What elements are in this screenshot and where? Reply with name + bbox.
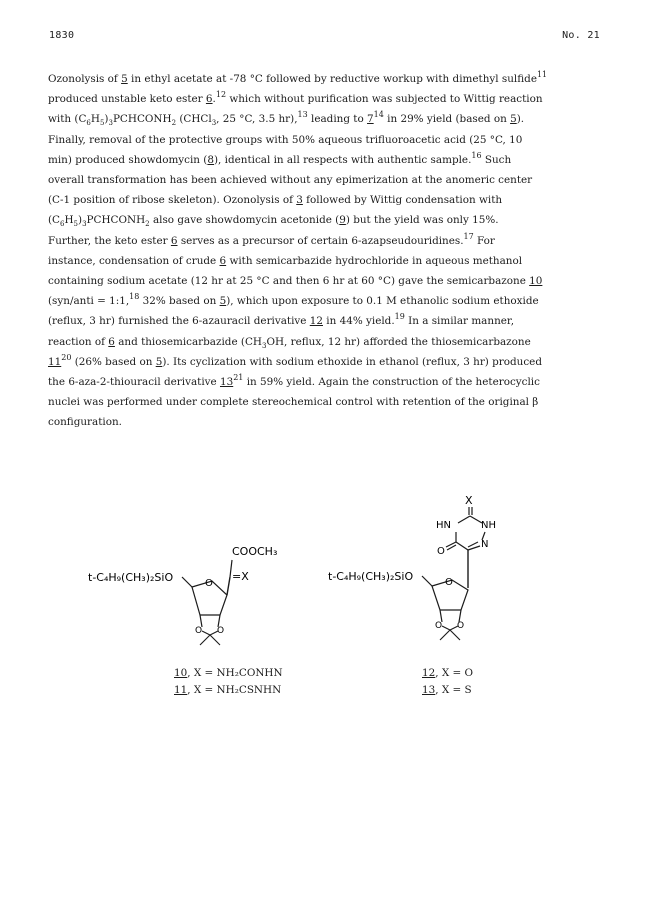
footnote-ref: 18 [129, 292, 140, 302]
compound-ref: 7 [367, 113, 374, 126]
caption-compound-11: 11, X = NH₂CSNHN [174, 684, 282, 696]
text-run: in 44% yield. [322, 315, 395, 328]
text-run: in 59% yield. Again the construction of the heterocyclic [243, 376, 540, 389]
text-run: ) [104, 113, 109, 126]
text-run: Further, the keto ester [48, 234, 171, 247]
subscript: 3 [82, 220, 87, 229]
text-line [48, 292, 539, 308]
text-run: In a similar manner, [404, 315, 515, 328]
ketal-oxygen-1: O [435, 621, 443, 631]
text-line [48, 150, 512, 166]
text-run: containing sodium acetate (12 hr at 25 °C and then 6 hr at 60 °C) gave the semicarbazone [48, 275, 530, 288]
text-run: ) [78, 214, 83, 227]
footnote-ref: 17 [463, 231, 474, 241]
text-line [48, 174, 532, 186]
text-run: H [90, 113, 100, 126]
text-line [48, 312, 515, 328]
text-line [48, 90, 543, 106]
caption-compound-10: 10, X = NH₂CONHN [174, 667, 283, 679]
subscript: 5 [99, 119, 105, 128]
hn-label: HN [436, 520, 451, 531]
text-run: ), identical in all respects with authentic sample. [214, 153, 472, 166]
text-run: with semicarbazide hydrochloride in aqueous methanol [226, 254, 523, 267]
article-body [48, 69, 628, 433]
text-line [48, 231, 495, 247]
text-run: leading to [307, 113, 368, 126]
paragraph [48, 231, 628, 433]
text-run: in 29% yield (based on [383, 113, 511, 126]
paragraph [48, 69, 628, 231]
footnote-ref: 13 [297, 110, 308, 120]
text-run: Such [481, 153, 512, 166]
subscript: 3 [108, 119, 113, 128]
text-line [48, 396, 538, 408]
footnote-ref: 12 [215, 90, 227, 100]
subscript: 3 [261, 341, 267, 350]
text-run: . [212, 93, 216, 106]
nh-label: NH [481, 520, 496, 531]
text-line [48, 336, 531, 348]
compound-ref: 11 [48, 355, 62, 368]
caption-compound-12: 12, X = O [422, 667, 474, 679]
compound-ref: 6 [108, 335, 115, 348]
text-run: (C [48, 214, 61, 227]
text-run: Ozonolysis of [48, 73, 122, 85]
x-label: =X [232, 570, 249, 583]
text-run: also gave showdomycin acetonide ( [149, 214, 340, 227]
text-run: ), which upon exposure to 0.1 M ethanolic sodium ethoxide [226, 295, 539, 308]
issue-number: No. 21 [562, 30, 600, 41]
silyl-label: t-C₄H₉(CH₃)₂SiO [88, 571, 174, 584]
text-line [48, 255, 522, 267]
compound-ref: 5 [510, 113, 517, 126]
carbonyl-oxygen: O [437, 546, 445, 557]
compound-ref: 5 [155, 355, 163, 368]
text-run: instance, condensation of crude [48, 254, 220, 267]
structure-left [80, 535, 280, 650]
subscript: 6 [86, 119, 91, 128]
text-run: (reflux, 3 hr) furnished the 6-azauracil derivative [48, 315, 310, 328]
ester-label: COOCH₃ [232, 545, 278, 558]
ketal-oxygen-1: O [195, 626, 203, 636]
compound-ref: 5 [219, 295, 227, 308]
footnote-ref: 11 [536, 70, 548, 79]
text-run: (C-1 position of ribose skeleton). Ozonolysis of [48, 194, 297, 207]
text-run: , 25 °C, 3.5 hr), [216, 113, 298, 126]
text-run: produced unstable keto ester [48, 93, 206, 106]
structure-right [320, 492, 530, 650]
text-run: min) produced showdomycin ( [48, 153, 208, 166]
ketal-oxygen-2: O [457, 621, 465, 631]
footnote-ref: 19 [394, 312, 405, 322]
text-run: and thiosemicarbazide (CH [114, 335, 262, 348]
text-run: For [473, 234, 495, 247]
text-run: overall transformation has been achieved without any epimerization at the anomeric center [48, 174, 533, 187]
text-run: in ethyl acetate at -78 °C followed by reductive workup with dimethyl sulfide [127, 73, 537, 85]
text-run: PCHCONH [112, 113, 172, 126]
footnote-ref: 16 [471, 150, 482, 160]
compound-ref: 6 [219, 254, 227, 267]
text-run: with (C [48, 113, 87, 126]
footnote-ref: 20 [61, 352, 72, 362]
silyl-label: t-C₄H₉(CH₃)₂SiO [328, 570, 414, 583]
compound-ref: 8 [207, 153, 214, 166]
text-line [48, 352, 542, 368]
compound-ref: 12 [309, 315, 323, 328]
text-run: H [64, 214, 74, 227]
text-line [48, 275, 542, 287]
compound-ref: 6 [205, 93, 213, 106]
caption-compound-13: 13, X = S [422, 684, 472, 696]
compound-ref: 10 [529, 275, 543, 288]
footnote-ref: 14 [373, 110, 384, 120]
text-run: ). [516, 113, 525, 126]
text-run: (syn/anti = 1:1, [48, 295, 130, 308]
text-run: nuclei was performed under complete stereochemical control with retention of the original β [48, 396, 539, 409]
subscript: 2 [145, 220, 150, 229]
text-run: (CHCl [176, 113, 212, 126]
caption-right [422, 665, 473, 699]
text-run: serves as a precursor of certain 6-azapseudouridines. [177, 234, 464, 247]
text-line [48, 373, 540, 389]
text-line [48, 70, 548, 85]
text-run: (26% based on [71, 355, 156, 368]
text-run: configuration. [48, 416, 122, 429]
compound-ref: 5 [121, 73, 128, 85]
text-run: the 6-aza-2-thiouracil derivative [48, 376, 220, 389]
subscript: 5 [73, 220, 79, 229]
page-number: 1830 [49, 30, 75, 41]
text-run: followed by Wittig condensation with [302, 194, 503, 207]
text-line [48, 194, 502, 206]
ring-oxygen: O [205, 578, 213, 589]
text-run: ). Its cyclization with sodium ethoxide in ethanol (reflux, 3 hr) produced [162, 355, 542, 368]
text-run: PCHCONH [86, 214, 146, 227]
text-run: ) but the yield was only 15%. [345, 214, 499, 227]
ring-oxygen: O [445, 577, 453, 588]
caption-left [174, 665, 283, 699]
compound-ref: 13 [219, 376, 234, 389]
text-line [48, 110, 525, 128]
subscript: 6 [60, 220, 65, 229]
compound-ref: 3 [296, 194, 303, 207]
text-run: which without purification was subjected to Wittig reaction [226, 93, 543, 106]
text-line [48, 214, 499, 229]
text-run: 32% based on [139, 295, 220, 308]
text-run: Finally, removal of the protective groups with 50% aqueous trifluoroacetic acid (25 °C, 10 [48, 133, 523, 146]
compound-ref: 6 [170, 234, 178, 247]
x-label: X [465, 494, 473, 507]
n-label: N [481, 539, 489, 550]
compound-ref: 9 [339, 214, 346, 227]
text-line [48, 416, 122, 428]
text-run: reaction of [48, 335, 109, 348]
footnote-ref: 21 [233, 373, 244, 383]
text-line [48, 134, 522, 146]
subscript: 3 [211, 119, 217, 128]
text-run: OH, reflux, 12 hr) afforded the thiosemicarbazone [266, 335, 531, 348]
ketal-oxygen-2: O [217, 626, 225, 636]
subscript: 2 [171, 119, 177, 128]
